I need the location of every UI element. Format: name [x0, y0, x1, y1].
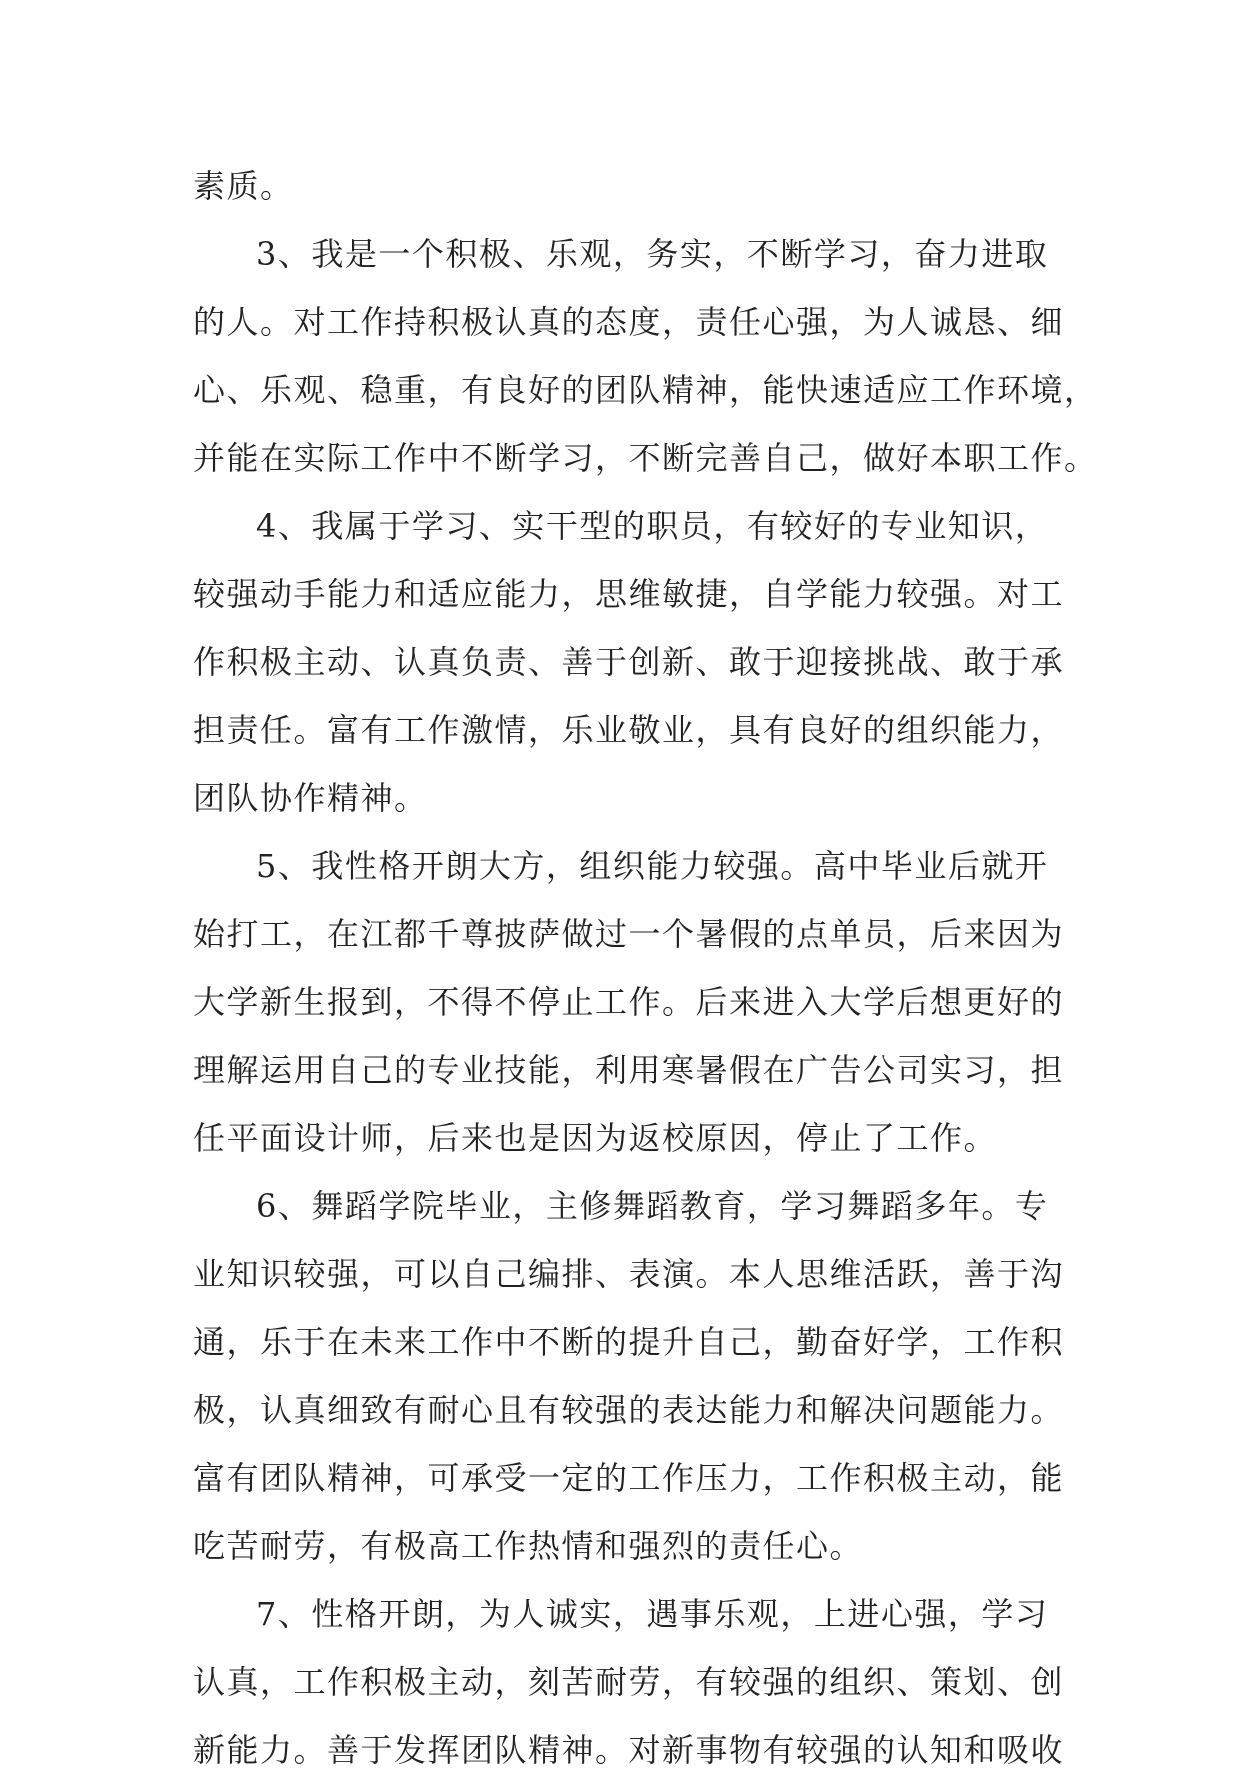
text-line: 的人。对工作持积极认真的态度，责任心强，为人诚恳、细 — [193, 303, 1065, 341]
text-line: 通，乐于在未来工作中不断的提升自己，勤奋好学，工作积 — [193, 1323, 1065, 1361]
text-line: 始打工，在江都千尊披萨做过一个暑假的点单员，后来因为 — [193, 915, 1065, 953]
text-line: 较强动手能力和适应能力，思维敏捷，自学能力较强。对工 — [193, 575, 1065, 613]
text-line: 4、我属于学习、实干型的职员，有较好的专业知识， — [256, 507, 1049, 545]
text-line: 富有团队精神，可承受一定的工作压力，工作积极主动，能 — [193, 1459, 1065, 1497]
text-line: 心、乐观、稳重，有良好的团队精神，能快速适应工作环境， — [193, 371, 1098, 409]
document-body — [193, 152, 1098, 1784]
text-line: 大学新生报到，不得不停止工作。后来进入大学后想更好的 — [193, 983, 1065, 1021]
text-line: 担责任。富有工作激情，乐业敬业，具有良好的组织能力， — [193, 711, 1065, 749]
text-line: 任平面设计师，后来也是因为返校原因，停止了工作。 — [193, 1119, 998, 1157]
text-line: 理解运用自己的专业技能，利用寒暑假在广告公司实习，担 — [193, 1051, 1065, 1089]
text-line: 新能力。善于发挥团队精神。对新事物有较强的认知和吸收 — [193, 1731, 1065, 1769]
text-line: 并能在实际工作中不断学习，不断完善自己，做好本职工作。 — [193, 439, 1098, 477]
text-line: 6、舞蹈学院毕业，主修舞蹈教育，学习舞蹈多年。专 — [256, 1187, 1049, 1225]
text-line: 业知识较强，可以自己编排、表演。本人思维活跃，善于沟 — [193, 1255, 1065, 1293]
text-line: 吃苦耐劳，有极高工作热情和强烈的责任心。 — [193, 1527, 864, 1565]
text-line: 5、我性格开朗大方，组织能力较强。高中毕业后就开 — [256, 847, 1049, 885]
text-line: 认真，工作积极主动，刻苦耐劳，有较强的组织、策划、创 — [193, 1663, 1065, 1701]
text-line: 团队协作精神。 — [193, 779, 428, 817]
text-line: 极，认真细致有耐心且有较强的表达能力和解决问题能力。 — [193, 1391, 1065, 1429]
text-line: 3、我是一个积极、乐观，务实，不断学习，奋力进取 — [256, 235, 1049, 273]
text-line: 素质。 — [193, 167, 294, 205]
text-line: 7、性格开朗，为人诚实，遇事乐观，上进心强，学习 — [256, 1595, 1049, 1633]
text-line: 作积极主动、认真负责、善于创新、敢于迎接挑战、敢于承 — [193, 643, 1065, 681]
